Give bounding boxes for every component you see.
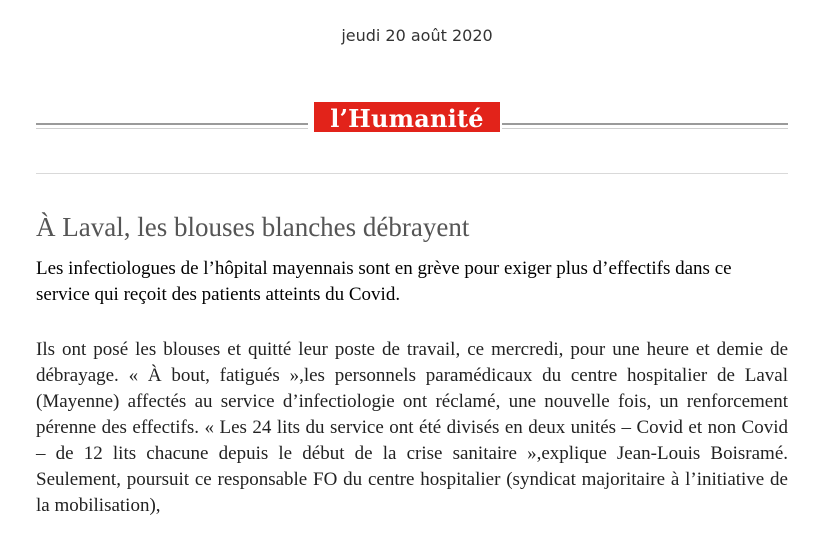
masthead (36, 100, 788, 140)
newspaper-logo: l’Humanité (314, 102, 500, 132)
masthead-rule-left-thin (36, 128, 308, 129)
publication-date: jeudi 20 août 2020 (341, 26, 493, 45)
article-title: À Laval, les blouses blanches débrayent (36, 212, 470, 242)
article-lead: Les infectiologues de l’hôpital mayennais sont en grève pour exiger plus d’effectifs dans ce service qui reçoit des patients atteints du Covid. (36, 258, 732, 305)
masthead-rule-left (36, 123, 308, 125)
article-body: Ils ont posé les blouses et quitté leur poste de travail, ce mercredi, pour une heure et demie de débrayage. « À bout, fatigués »,les personnels paramédicaux du centre hospitalier de Laval (Mayenne) affectés au service d’infectiologie ont réclamé, une nouvelle fois, un renforcement pérenne des effectifs. « Les 24 lits du service ont été divisés en deux unités – Covid et non Covid – de 12 lits chacune depuis le début de la crise sanitaire »,explique Jean-Louis Boisramé. Seulement, poursuit ce responsable FO du centre hospitalier (syndicat majoritaire à l’initiative de la mobilisation), (36, 339, 788, 516)
masthead-rule-right-thin (502, 128, 788, 129)
masthead-rule-right (502, 123, 788, 125)
section-divider (36, 173, 788, 174)
